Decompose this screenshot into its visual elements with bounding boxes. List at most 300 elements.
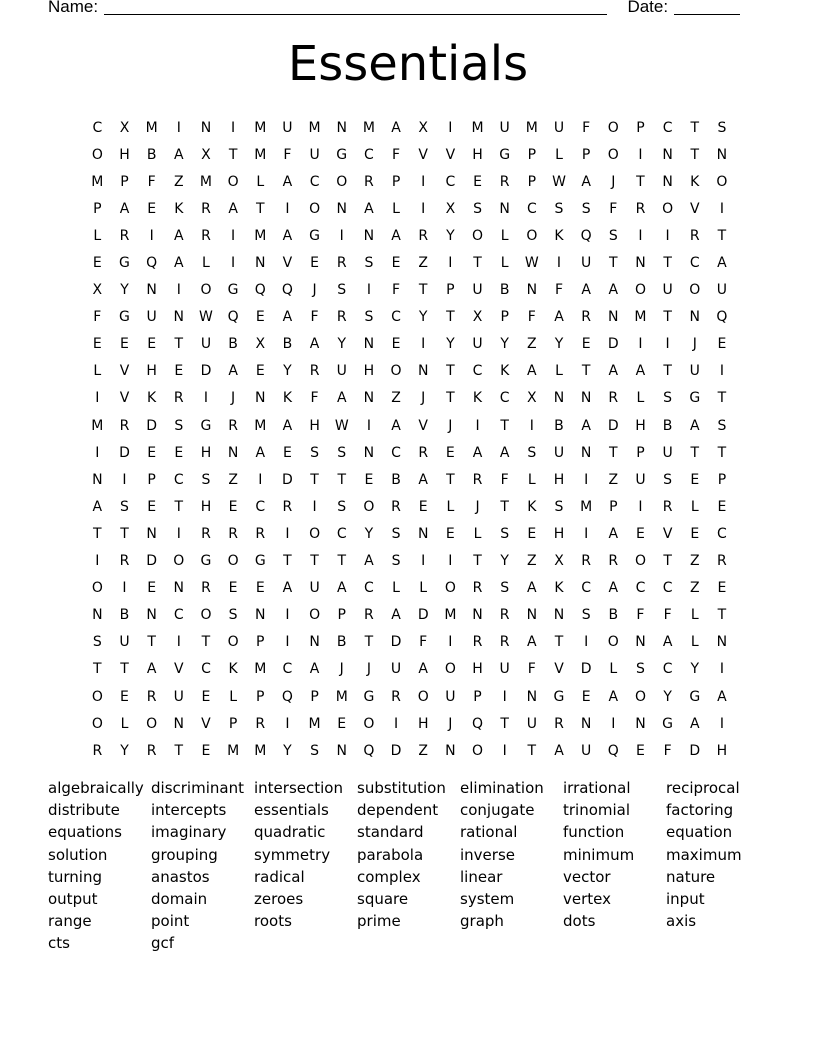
grid-letter: P (717, 471, 727, 488)
grid-letter: S (364, 255, 374, 272)
grid-letter: G (119, 255, 131, 272)
grid-letter: P (120, 173, 130, 190)
grid-letter: A (499, 444, 510, 461)
grid-letter: O (634, 688, 647, 705)
grid-letter: O (200, 607, 212, 624)
grid-letter: O (607, 634, 620, 651)
grid-letter: E (147, 444, 157, 461)
word-list-item: radical (254, 867, 305, 886)
grid-letter: P (581, 146, 591, 163)
grid-letter: S (337, 498, 347, 515)
grid-letter: T (609, 444, 619, 461)
word-list-item: distribute (48, 801, 120, 820)
grid-letter: A (418, 661, 429, 678)
grid-letter: Q (363, 742, 375, 759)
grid-letter: R (201, 580, 212, 597)
grid-letter: S (201, 471, 211, 488)
grid-letter: I (584, 525, 589, 542)
grid-letter: H (200, 444, 212, 461)
grid-letter: B (228, 336, 239, 353)
grid-letter: L (93, 227, 102, 244)
grid-letter: E (120, 688, 130, 705)
grid-letter: C (581, 580, 592, 597)
grid-letter: N (336, 742, 348, 759)
grid-letter: N (363, 336, 375, 353)
grid-letter: I (95, 444, 100, 461)
grid-letter: A (282, 227, 293, 244)
grid-letter: N (526, 282, 538, 299)
grid-letter: M (254, 742, 267, 759)
grid-letter: E (282, 444, 293, 461)
grid-letter: A (174, 227, 185, 244)
grid-letter: R (119, 553, 130, 570)
word-list-item: algebraically (48, 779, 144, 797)
grid-letter: E (255, 363, 266, 380)
grid-letter: T (255, 200, 266, 217)
grid-letter: P (147, 471, 157, 488)
grid-letter: R (608, 390, 619, 407)
grid-letter: Q (607, 742, 620, 759)
grid-letter: P (256, 634, 265, 651)
grid-letter: J (448, 417, 453, 434)
header (48, 0, 740, 17)
word-list-item: maximum (666, 845, 742, 864)
grid-letter: P (636, 444, 646, 461)
grid-letter: U (445, 688, 456, 705)
grid-letter: N (173, 715, 185, 732)
grid-letter: C (309, 173, 320, 190)
grid-letter: J (339, 661, 345, 678)
grid-row (84, 249, 736, 276)
grid-letter: Y (446, 227, 456, 244)
grid-letter: C (201, 661, 212, 678)
grid-letter: S (310, 444, 320, 461)
grid-letter: L (636, 390, 645, 407)
grid-letter: I (366, 417, 372, 434)
grid-letter: Y (120, 742, 130, 759)
word-list-item: conjugate (460, 801, 535, 820)
grid-letter: O (91, 688, 104, 705)
grid-letter: T (93, 661, 103, 678)
grid-letter: I (122, 471, 128, 488)
grid-letter: H (363, 363, 375, 380)
grid-letter: H (553, 471, 565, 488)
grid-letter: O (716, 173, 728, 190)
grid-letter: R (499, 634, 511, 651)
grid-letter: D (390, 634, 402, 651)
grid-letter: O (309, 525, 321, 542)
word-list-item: point (151, 912, 190, 931)
grid-row (84, 656, 736, 683)
grid-letter: E (391, 255, 401, 272)
grid-letter: U (581, 255, 592, 272)
grid-letter: A (309, 336, 320, 353)
grid-letter: T (500, 498, 510, 515)
grid-letter: T (93, 525, 103, 542)
grid-letter: J (366, 661, 372, 678)
word-list-item: intersection (254, 779, 343, 797)
grid-letter: T (201, 634, 211, 651)
grid-letter: S (500, 525, 510, 542)
grid-letter: U (173, 688, 185, 705)
grid-letter: R (472, 471, 483, 488)
grid-letter: A (418, 471, 429, 488)
grid-letter: O (336, 173, 348, 190)
grid-row (84, 358, 736, 385)
grid-letter: H (309, 417, 321, 434)
grid-letter: O (526, 227, 538, 244)
grid-letter: L (500, 255, 510, 272)
grid-letter: N (580, 715, 592, 732)
grid-letter: S (337, 282, 347, 299)
grid-letter: R (309, 363, 320, 380)
grid-letter: E (92, 255, 103, 272)
grid-letter: M (362, 119, 376, 136)
grid-letter: S (527, 444, 537, 461)
grid-letter: K (554, 580, 565, 597)
grid-letter: S (581, 607, 592, 624)
grid-letter: G (309, 227, 321, 244)
word-list-item: quadratic (254, 823, 326, 842)
grid-letter: E (527, 525, 537, 542)
word-list-item: roots (254, 912, 292, 931)
grid-letter: I (448, 634, 453, 651)
grid-letter: I (611, 715, 616, 732)
grid-letter: E (581, 336, 592, 353)
grid-letter: K (147, 390, 157, 407)
grid-letter: T (473, 553, 483, 570)
grid-letter: U (689, 363, 701, 380)
date-field[interactable] (674, 0, 740, 15)
grid-letter: A (174, 255, 185, 272)
grid-letter: C (662, 580, 673, 597)
grid-letter: A (228, 363, 239, 380)
grid-letter: Y (337, 336, 347, 353)
grid-letter: P (446, 282, 456, 299)
grid-letter: I (176, 525, 182, 542)
grid-letter: C (92, 119, 103, 136)
grid-letter: B (336, 634, 348, 651)
grid-letter: A (282, 417, 293, 434)
grid-letter: E (717, 336, 727, 353)
grid-letter: D (282, 471, 294, 488)
word-list-item: nature (666, 867, 716, 886)
grid-letter: P (337, 607, 347, 624)
grid-letter: U (662, 282, 674, 299)
grid-letter: O (363, 715, 375, 732)
grid-letter: A (635, 363, 646, 380)
grid-letter: P (93, 200, 103, 217)
word-list-item: equation (666, 823, 733, 842)
grid-letter: R (201, 227, 212, 244)
grid-letter: R (201, 200, 212, 217)
grid-letter: C (391, 444, 402, 461)
grid-letter: A (527, 580, 538, 597)
grid-letter: V (418, 417, 429, 434)
grid-letter: I (122, 580, 128, 597)
grid-letter: S (120, 498, 130, 515)
grid-letter: A (364, 200, 375, 217)
word-list-item: intercepts (151, 801, 227, 820)
word-list-item: solution (48, 845, 108, 864)
grid-letter: Q (716, 309, 728, 326)
grid-letter: Y (500, 553, 510, 570)
grid-letter: R (418, 227, 429, 244)
grid-letter: B (499, 282, 510, 299)
grid-letter: T (717, 607, 727, 624)
grid-letter: O (227, 634, 240, 651)
grid-letter: O (417, 688, 430, 705)
grid-letter: D (607, 417, 620, 434)
grid-letter: U (200, 336, 212, 353)
grid-letter: T (554, 634, 564, 651)
word-list-item: domain (151, 889, 208, 908)
grid-letter: V (554, 661, 565, 678)
grid-letter: C (689, 255, 701, 272)
word-list-item: anastos (151, 867, 210, 886)
grid-letter: N (635, 715, 647, 732)
grid-letter: H (716, 742, 728, 759)
grid-row (84, 575, 736, 602)
grid-letter: U (499, 119, 511, 136)
grid-letter: U (472, 336, 484, 353)
grid-letter: U (282, 119, 294, 136)
grid-letter: A (608, 525, 619, 542)
grid-letter: F (392, 146, 401, 163)
grid-letter: L (690, 634, 700, 651)
grid-letter: E (174, 363, 184, 380)
word-list-item: range (48, 912, 92, 931)
grid-letter: I (95, 390, 100, 407)
grid-letter: A (92, 498, 103, 515)
word-list-item: output (48, 889, 98, 908)
word-list-item: turning (48, 867, 102, 886)
grid-letter: N (146, 282, 158, 299)
word-list-item: imaginary (151, 823, 227, 842)
word-list-item: essentials (254, 801, 329, 820)
grid-letter: A (282, 580, 293, 597)
grid-letter: A (527, 634, 538, 651)
grid-letter: I (421, 336, 426, 353)
word-list-item: equations (48, 823, 122, 842)
grid-letter: G (499, 146, 511, 163)
grid-letter: I (285, 525, 290, 542)
grid-letter: D (417, 607, 430, 624)
grid-letter: A (608, 580, 619, 597)
grid-letter: S (663, 390, 673, 407)
grid-letter: Z (391, 390, 402, 407)
grid-letter: R (228, 417, 239, 434)
grid-letter: P (256, 688, 265, 705)
grid-letter: K (228, 661, 239, 678)
grid-letter: I (176, 119, 182, 136)
grid-row (84, 466, 736, 493)
grid-letter: A (391, 417, 402, 434)
grid-letter: H (635, 417, 647, 434)
grid-letter: I (719, 200, 725, 217)
grid-letter: I (556, 255, 562, 272)
grid-letter: K (690, 173, 700, 190)
word-list-item: vertex (563, 889, 611, 908)
grid-letter: R (554, 715, 565, 732)
grid-letter: Z (418, 255, 429, 272)
grid-letter: M (254, 661, 267, 678)
grid-letter: O (91, 146, 104, 163)
grid-letter: N (662, 173, 674, 190)
name-field[interactable] (104, 0, 607, 15)
grid-letter: N (146, 607, 158, 624)
grid-row (84, 548, 736, 575)
grid-letter: M (308, 715, 322, 732)
grid-letter: N (255, 255, 266, 272)
grid-letter: V (418, 146, 429, 163)
grid-letter: L (93, 363, 102, 380)
grid-letter: T (663, 309, 673, 326)
grid-letter: C (255, 498, 266, 515)
grid-letter: E (445, 525, 456, 542)
word-list-item: system (460, 889, 515, 908)
grid-letter: O (607, 146, 620, 163)
grid-letter: N (417, 525, 429, 542)
grid-letter: S (500, 580, 510, 597)
grid-letter: V (445, 146, 456, 163)
grid-letter: E (228, 580, 239, 597)
grid-letter: F (419, 634, 428, 651)
grid-letter: C (173, 471, 185, 488)
grid-letter: E (147, 498, 157, 515)
grid-letter: U (472, 282, 484, 299)
grid-letter: S (473, 200, 483, 217)
grid-letter: D (200, 363, 212, 380)
word-list-item: dots (563, 912, 596, 931)
grid-letter: O (444, 580, 457, 597)
grid-letter: S (554, 200, 564, 217)
grid-letter: T (500, 715, 510, 732)
grid-letter: O (444, 661, 457, 678)
grid-letter: A (608, 363, 619, 380)
grid-letter: U (553, 119, 565, 136)
grid-letter: X (255, 336, 266, 353)
grid-letter: T (446, 471, 456, 488)
grid-letter: O (472, 227, 484, 244)
grid-letter: N (608, 309, 620, 326)
grid-letter: N (635, 634, 647, 651)
grid-letter: G (689, 688, 701, 705)
grid-letter: M (444, 607, 457, 624)
grid-letter: O (390, 363, 403, 380)
grid-letter: X (445, 200, 456, 217)
grid-letter: I (638, 146, 644, 163)
grid-letter: E (201, 688, 211, 705)
grid-row (84, 602, 736, 629)
grid-letter: F (609, 200, 618, 217)
grid-letter: T (636, 173, 646, 190)
grid-letter: T (717, 390, 727, 407)
grid-letter: Z (527, 553, 538, 570)
grid-letter: I (448, 255, 453, 272)
grid-letter: R (472, 634, 483, 651)
grid-letter: H (200, 498, 212, 515)
grid-letter: O (309, 607, 321, 624)
grid-letter: R (391, 688, 402, 705)
grid-letter: Y (690, 661, 700, 678)
grid-letter: Y (418, 309, 428, 326)
grid-letter: X (527, 390, 538, 407)
grid-letter: N (92, 607, 104, 624)
grid-row (84, 168, 736, 195)
grid-letter: L (690, 607, 700, 624)
grid-letter: O (363, 498, 375, 515)
grid-letter: R (228, 525, 239, 542)
grid-letter: F (527, 309, 537, 326)
grid-letter: G (200, 417, 212, 434)
grid-letter: N (309, 634, 321, 651)
grid-letter: E (174, 444, 184, 461)
grid-letter: V (119, 390, 130, 407)
grid-letter: I (719, 715, 725, 732)
grid-letter: A (717, 255, 728, 272)
grid-letter: F (582, 119, 591, 136)
grid-letter: F (527, 661, 537, 678)
word-list-item: minimum (563, 845, 635, 864)
grid-letter: O (227, 553, 240, 570)
grid-letter: N (499, 200, 511, 217)
grid-letter: I (176, 282, 182, 299)
grid-letter: C (635, 580, 646, 597)
grid-letter: T (364, 634, 374, 651)
grid-letter: I (285, 634, 290, 651)
grid-letter: Q (146, 255, 158, 272)
grid-letter: I (719, 363, 725, 380)
grid-letter: I (176, 634, 182, 651)
grid-letter: S (228, 607, 239, 624)
grid-letter: C (173, 607, 185, 624)
word-list-item: substitution (357, 779, 446, 797)
grid-letter: M (145, 119, 159, 136)
grid-letter: T (500, 417, 510, 434)
grid-letter: Q (227, 309, 240, 326)
grid-letter: G (553, 688, 565, 705)
word-list-item: symmetry (254, 845, 331, 864)
grid-letter: A (554, 309, 565, 326)
word-list-item: dependent (357, 801, 439, 820)
grid-letter: A (336, 390, 348, 407)
grid-letter: U (581, 742, 592, 759)
word-list-item: square (357, 889, 409, 908)
grid-letter: N (92, 471, 104, 488)
grid-letter: Y (554, 336, 564, 353)
grid-letter: S (636, 661, 646, 678)
word-list-item: grouping (151, 845, 218, 864)
grid-letter: I (502, 688, 508, 705)
grid-letter: E (147, 580, 157, 597)
grid-letter: U (635, 471, 647, 488)
grid-letter: U (499, 661, 511, 678)
grid-letter: D (689, 742, 701, 759)
grid-letter: N (146, 525, 158, 542)
grid-letter: B (282, 336, 293, 353)
grid-letter: F (93, 309, 102, 326)
grid-letter: Z (689, 580, 701, 597)
grid-letter: I (231, 227, 236, 244)
grid-letter: Y (364, 525, 374, 542)
grid-row (84, 520, 736, 547)
grid-letter: F (283, 146, 292, 163)
grid-letter: R (418, 444, 429, 461)
grid-letter: N (662, 146, 674, 163)
grid-letter: U (146, 309, 158, 326)
grid-letter: I (203, 390, 209, 407)
